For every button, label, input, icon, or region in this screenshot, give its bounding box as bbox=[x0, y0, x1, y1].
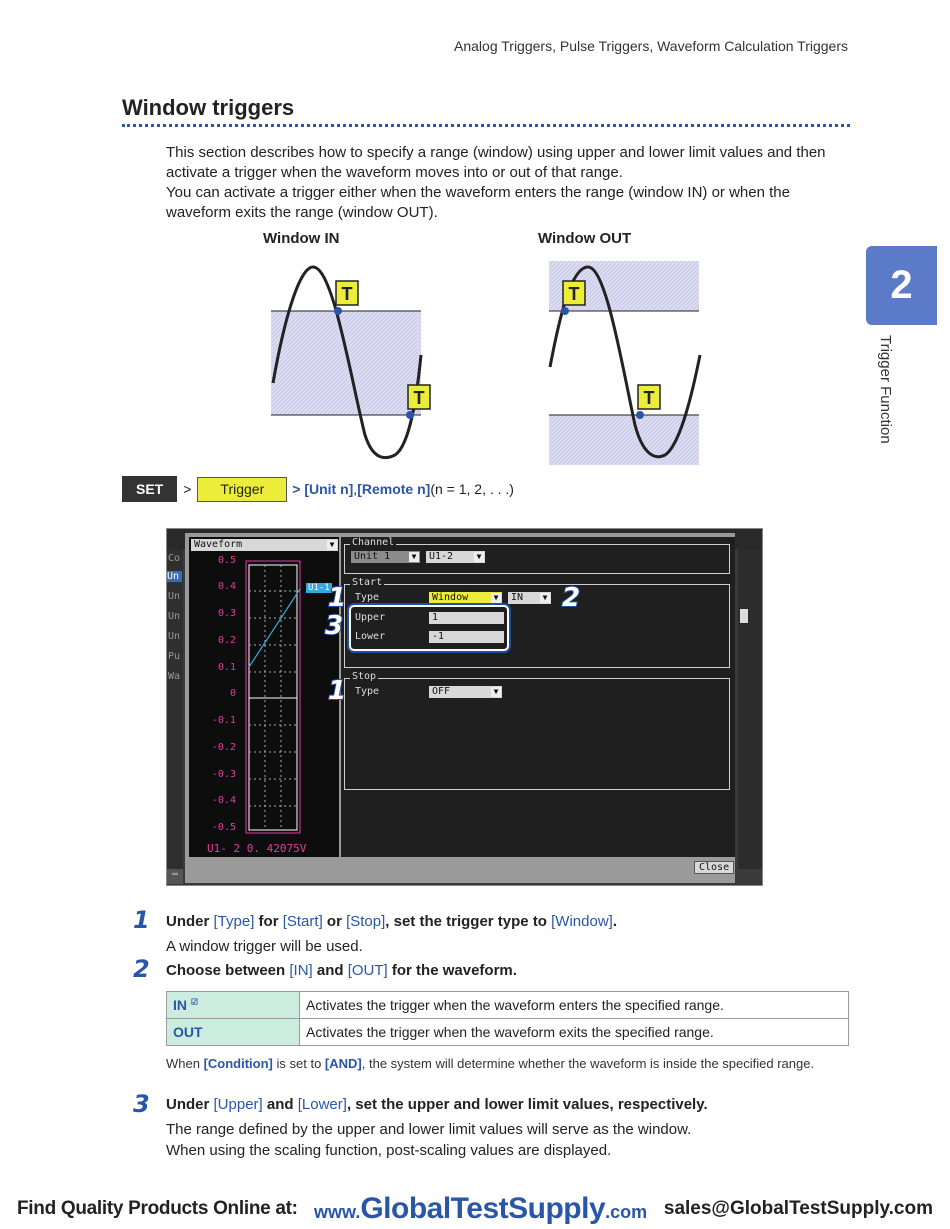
waveform-plot bbox=[244, 559, 304, 839]
text-run: , set the upper and lower limit values, respectively. bbox=[346, 1096, 708, 1113]
left-tab[interactable]: Un bbox=[168, 631, 181, 642]
options-table bbox=[166, 991, 849, 1046]
left-tab[interactable]: Wa bbox=[168, 671, 181, 682]
step-1-instruction bbox=[166, 913, 617, 930]
chapter-label: Trigger Function bbox=[877, 335, 894, 444]
y-tick: 0.5 bbox=[217, 555, 236, 566]
trigger-point bbox=[334, 307, 342, 315]
window-out-caption: Window OUT bbox=[538, 230, 632, 247]
title-divider bbox=[122, 124, 850, 127]
ui-term: [Start] bbox=[282, 913, 323, 930]
footer-tagline: Find Quality Products Online at: bbox=[17, 1198, 298, 1219]
trace-tag: U1-1 bbox=[308, 583, 330, 593]
path-unit-n: > [Unit n] bbox=[292, 481, 354, 497]
option-key-label: IN bbox=[173, 997, 187, 1013]
chapter-tab[interactable]: 2 bbox=[866, 246, 937, 325]
option-key-out: OUT bbox=[167, 1019, 300, 1046]
footer bbox=[0, 1192, 950, 1228]
ui-term: [Condition] bbox=[203, 1056, 273, 1071]
upper-input[interactable] bbox=[429, 612, 504, 624]
lower-input[interactable] bbox=[429, 631, 504, 643]
screen-left-tabs bbox=[167, 549, 183, 869]
ui-term: [Upper] bbox=[213, 1096, 263, 1113]
stop-type-value: OFF bbox=[432, 686, 451, 697]
left-tab[interactable]: Co bbox=[168, 553, 181, 564]
unit-select-value: Unit 1 bbox=[354, 551, 391, 562]
footer-website-link[interactable] bbox=[314, 1192, 647, 1226]
stop-type-select[interactable] bbox=[429, 686, 502, 698]
step-1-number: 1 bbox=[133, 906, 150, 934]
y-tick: -0.1 bbox=[211, 715, 236, 726]
intro-line-2: activate a trigger when the waveform moves into or out of that range. bbox=[166, 164, 623, 181]
channel-group-label: Channel bbox=[352, 537, 395, 548]
direction-select[interactable] bbox=[508, 592, 551, 604]
y-tick: 0.1 bbox=[217, 662, 236, 673]
text-run: for bbox=[254, 913, 283, 930]
text-run: , the system will determine whether the waveform is inside the specified range. bbox=[361, 1056, 815, 1071]
trigger-marker-icon bbox=[408, 385, 430, 409]
chevron-down-icon: ▼ bbox=[327, 540, 337, 550]
path-remote-n: [Remote n] bbox=[357, 481, 431, 497]
chevron-down-icon: ▼ bbox=[474, 552, 484, 562]
text-run: Under bbox=[166, 1096, 214, 1113]
trigger-point bbox=[636, 411, 644, 419]
callout-3-limits: 3 bbox=[325, 611, 344, 641]
set-key[interactable]: SET bbox=[122, 476, 177, 502]
path-separator: > bbox=[183, 481, 192, 497]
text-run: and bbox=[262, 1096, 298, 1113]
option-desc: Activates the trigger when the waveform enters the specified range. bbox=[300, 992, 849, 1019]
trigger-tab-key[interactable]: Trigger bbox=[197, 477, 287, 502]
trigger-point bbox=[561, 307, 569, 315]
chevron-down-icon: ▼ bbox=[540, 593, 550, 603]
left-tab[interactable]: Un bbox=[168, 591, 181, 602]
y-tick: -0.2 bbox=[211, 742, 236, 753]
left-tab[interactable]: Un bbox=[168, 611, 181, 622]
step-3-number: 3 bbox=[133, 1090, 150, 1118]
step-3-description-1: The range defined by the upper and lower limit values will serve as the window. bbox=[166, 1121, 692, 1138]
trigger-point bbox=[406, 411, 414, 419]
chevron-down-icon: ▼ bbox=[491, 593, 501, 603]
window-in-caption: Window IN bbox=[263, 230, 340, 247]
direction-value: IN bbox=[511, 592, 524, 603]
sd-card-icon: ▭ bbox=[167, 869, 183, 884]
left-tab-active[interactable]: Un bbox=[167, 571, 182, 582]
close-button[interactable]: Close bbox=[694, 861, 734, 874]
footer-site-name: GlobalTestSupply bbox=[360, 1192, 606, 1225]
window-range bbox=[271, 311, 421, 415]
step-2-instruction bbox=[166, 962, 517, 979]
text-run: , set the trigger type to bbox=[385, 913, 552, 930]
y-tick: 0.4 bbox=[217, 581, 236, 592]
upper-value: 1 bbox=[432, 612, 439, 623]
text-run: or bbox=[322, 913, 347, 930]
text-run: When bbox=[166, 1056, 204, 1071]
instrument-screen bbox=[166, 528, 763, 886]
y-tick: 0 bbox=[229, 688, 236, 699]
unit-select[interactable] bbox=[351, 551, 420, 563]
waveform-dropdown-label: Waveform bbox=[194, 539, 243, 550]
step-3-instruction bbox=[166, 1096, 708, 1113]
intro-line-4: waveform exits the range (window OUT). bbox=[166, 204, 438, 221]
text-run: . bbox=[612, 913, 617, 930]
step-3-description-2: When using the scaling function, post-scaling values are displayed. bbox=[166, 1142, 612, 1159]
default-mark-icon: ☑ bbox=[190, 997, 199, 1007]
running-header: Analog Triggers, Pulse Triggers, Waveform Calculation Triggers bbox=[454, 38, 848, 54]
lower-label: Lower bbox=[355, 631, 386, 642]
ui-term: [OUT] bbox=[347, 962, 388, 979]
path-comma: , bbox=[353, 481, 358, 497]
window-in-diagram bbox=[255, 255, 435, 465]
footer-email-link[interactable]: sales@GlobalTestSupply.com bbox=[663, 1198, 933, 1219]
waveform-pane bbox=[189, 537, 339, 857]
ui-term: [Window] bbox=[551, 913, 613, 930]
start-type-value: Window bbox=[432, 592, 469, 603]
waveform-dropdown[interactable] bbox=[191, 539, 338, 551]
footer-www: www. bbox=[314, 1202, 361, 1222]
menu-navigation-path bbox=[122, 476, 514, 502]
callout-1-stop-type: 1 bbox=[328, 676, 347, 706]
intro-line-3: You can activate a trigger either when the waveform enters the range (window IN) or when the bbox=[166, 184, 790, 201]
svg-text:T: T bbox=[643, 388, 655, 408]
left-tab[interactable]: Pu bbox=[168, 651, 181, 662]
step-2-number: 2 bbox=[133, 955, 150, 983]
ui-term: [Stop] bbox=[346, 913, 386, 930]
callout-2-direction: 2 bbox=[562, 583, 581, 613]
upper-label: Upper bbox=[355, 612, 386, 623]
stop-type-label: Type bbox=[355, 686, 380, 697]
stop-group-label: Stop bbox=[352, 671, 377, 682]
start-group-label: Start bbox=[352, 577, 383, 588]
text-run: Choose between bbox=[166, 962, 290, 979]
y-tick: 0.2 bbox=[217, 635, 236, 646]
path-suffix: (n = 1, 2, . . .) bbox=[430, 481, 514, 497]
svg-text:T: T bbox=[341, 284, 353, 304]
ui-term: [IN] bbox=[289, 962, 313, 979]
intro-line-1: This section describes how to specify a range (window) using upper and lower limit values and then bbox=[166, 144, 826, 161]
window-out-diagram bbox=[540, 255, 720, 470]
y-tick: 0.3 bbox=[217, 608, 236, 619]
chevron-down-icon: ▼ bbox=[491, 687, 501, 697]
condition-note bbox=[166, 1055, 848, 1072]
option-desc: Activates the trigger when the waveform exits the specified range. bbox=[300, 1019, 849, 1046]
lower-value: -1 bbox=[432, 631, 445, 642]
trigger-marker-icon bbox=[563, 281, 585, 305]
option-key-in bbox=[167, 992, 300, 1019]
y-tick: -0.4 bbox=[211, 795, 236, 806]
ui-term: [AND] bbox=[324, 1056, 362, 1071]
table-row bbox=[167, 992, 849, 1019]
waveform-trace bbox=[249, 589, 300, 667]
screen-right-strip bbox=[738, 549, 762, 869]
text-run: is set to bbox=[272, 1056, 325, 1071]
channel-select[interactable] bbox=[426, 551, 485, 563]
section-title: Window triggers bbox=[122, 95, 295, 120]
waveform-readout: U1- 2 0. 42075V bbox=[207, 842, 307, 855]
footer-com: .com bbox=[605, 1202, 648, 1222]
ui-term: [Type] bbox=[213, 913, 255, 930]
trigger-marker-icon bbox=[638, 385, 660, 409]
y-axis bbox=[192, 555, 236, 833]
svg-text:T: T bbox=[413, 388, 425, 408]
start-type-label: Type bbox=[355, 592, 380, 603]
table-row bbox=[167, 1019, 849, 1046]
y-tick: -0.3 bbox=[211, 769, 236, 780]
svg-text:T: T bbox=[568, 284, 580, 304]
start-type-select[interactable] bbox=[429, 592, 502, 604]
ui-term: [Lower] bbox=[297, 1096, 347, 1113]
step-1-description: A window trigger will be used. bbox=[166, 938, 363, 955]
text-run: for the waveform. bbox=[387, 962, 517, 979]
trigger-marker-icon bbox=[336, 281, 358, 305]
settings-pane bbox=[341, 537, 735, 857]
scrollbar-thumb[interactable] bbox=[740, 609, 748, 623]
stop-group bbox=[344, 678, 730, 790]
channel-select-value: U1-2 bbox=[429, 551, 454, 562]
callout-1-type: 1 bbox=[328, 583, 347, 613]
text-run: and bbox=[312, 962, 348, 979]
y-tick: -0.5 bbox=[211, 822, 236, 833]
chevron-down-icon: ▼ bbox=[409, 552, 419, 562]
text-run: Under bbox=[166, 913, 214, 930]
